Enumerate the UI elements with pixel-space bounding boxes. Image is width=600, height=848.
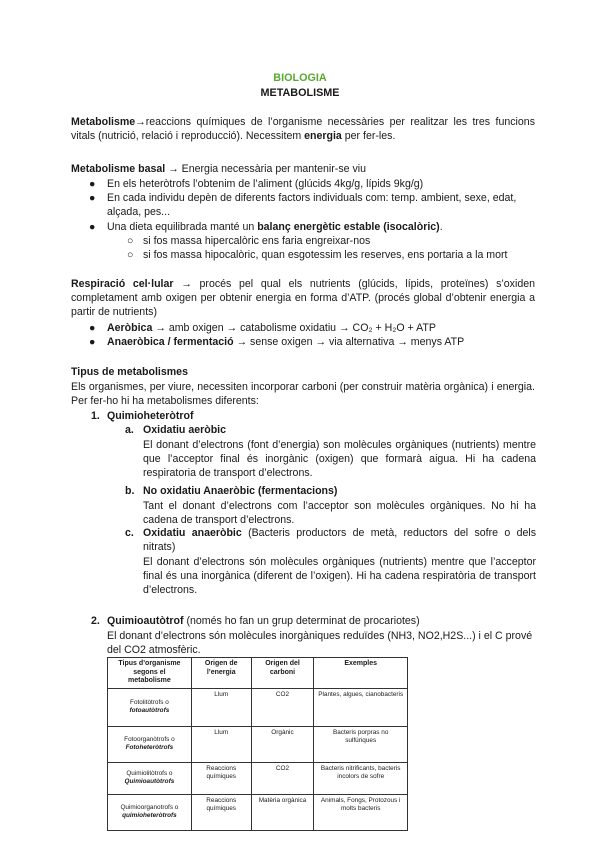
section-1-title-text: Quimioheteròtrof xyxy=(107,410,194,422)
basal-heading xyxy=(71,162,535,176)
item-b-letter: b. xyxy=(125,485,135,497)
anaerobica-text: → sense oxigen → via alternativa → menys ATP xyxy=(233,336,465,348)
table-header: Origen de l’energia xyxy=(191,658,251,689)
page-title: METABOLISME xyxy=(260,87,340,99)
table-header: Exemples xyxy=(314,658,408,689)
type-name: Fotoorganòtrofs o xyxy=(124,736,175,744)
table-row xyxy=(108,794,408,830)
basal-bullet-1: En els heteròtrofs l’obtenim de l’aliment (glúcids 4kg/g, lípids 9kg/g) xyxy=(107,178,424,190)
table-cell: Bacteris porpras no sulfúriques xyxy=(314,726,408,762)
type-name: Quimioorganotrofs o xyxy=(120,804,179,812)
table-row xyxy=(108,762,408,794)
section-2-text: El donant d’electrons són molècules inorgàniques reduïdes (NH3, NO2,H2S...) i el C prové del CO2 atmosfèric. xyxy=(107,630,533,656)
table-header: Origen del carboni xyxy=(251,658,314,689)
intro-arrow: → xyxy=(135,116,146,128)
basal-subbullet-2: si fos massa hipocalòric, quan esgotessim les reserves, ens portaria a la mort xyxy=(143,249,508,261)
type-name-italic: Fotoheteròtrofs xyxy=(125,744,174,752)
table-cell: Reaccions químiques xyxy=(191,762,251,794)
basal-bullet-3-text: Una dieta equilibrada manté un xyxy=(107,221,258,233)
intro-text-end: per fer-les. xyxy=(341,130,396,142)
tipus-intro: Els organismes, per viure, necessiten incorporar carboni (per construir matèria orgànica) i energia. Per fer-ho hi ha metabolismes diferents: xyxy=(71,381,535,407)
basal-subbullet-1: si fos massa hipercalòric ens faria engreixar-nos xyxy=(143,235,371,247)
table-cell: Llum xyxy=(191,688,251,726)
item-b-title-text: No oxidatiu Anaeròbic (fermentacions) xyxy=(143,485,338,497)
aerobica-term: Aeròbica xyxy=(107,322,153,334)
tipus-heading-text: Tipus de metabolismes xyxy=(71,366,188,378)
basal-bullet-2: En cada individu depèn de diferents factors individuals com: temp. ambient, sexe, edat, alçada, pes... xyxy=(107,192,517,218)
table-cell: Reaccions químiques xyxy=(191,794,251,830)
table-cell-type xyxy=(108,762,192,794)
table-row xyxy=(108,688,408,726)
item-a-letter: a. xyxy=(125,424,134,436)
bullet-icon: ● xyxy=(89,192,96,204)
anaerobica-term: Anaeròbica / fermentació xyxy=(107,336,234,348)
table-cell: CO2 xyxy=(251,762,314,794)
tipus-heading xyxy=(71,365,535,379)
section-2-title-text: Quimioautòtrof xyxy=(107,615,184,627)
respiracio-paragraph xyxy=(71,277,535,319)
basal-text: → Energia necessària per mantenir-se viu xyxy=(165,163,366,175)
bullet-icon: ● xyxy=(89,336,96,348)
subject-title: BIOLOGIA xyxy=(273,72,327,84)
table-cell: Matèria orgànica xyxy=(251,794,314,830)
sub-bullet-icon: ○ xyxy=(127,249,134,261)
table-cell-type xyxy=(108,726,192,762)
bullet-icon: ● xyxy=(89,221,96,233)
type-name-italic: fotoautòtrofs xyxy=(129,707,170,715)
intro-term: Metabolisme xyxy=(71,116,136,128)
respiracio-item-aerobica xyxy=(107,321,537,335)
section-2-title xyxy=(107,614,537,628)
table-cell-type xyxy=(108,794,192,830)
respiracio-item-anaerobica xyxy=(107,335,537,349)
item-b-text: Tant el donant d’electrons com l’acceptor son molècules orgàniques. No hi ha cadena de transport d’electrons. xyxy=(143,500,536,526)
sub-bullet-icon: ○ xyxy=(127,235,134,247)
basal-bullet-3-bold: balanç energètic estable (isocalòric) xyxy=(257,221,440,233)
table-cell: Llum xyxy=(191,726,251,762)
section-2-title-rest: (només ho fan un grup determinat de procariotes) xyxy=(183,615,420,627)
respiracio-term: Respiració cel·lular xyxy=(71,278,174,290)
item-a-text: El donant d’electrons (font d’energia) son molècules orgàniques (nutrients) mentre que l’acceptor final és inorgànic (oxigen) que formarà aigua. Hi ha cadena respiratoria de transport d’electrons. xyxy=(143,439,536,479)
table-header-row xyxy=(108,658,408,689)
table-cell: CO2 xyxy=(251,688,314,726)
item-b-title xyxy=(143,484,536,498)
item-a-title xyxy=(143,423,536,437)
table-header: Tipus d’organisme segons el metabolisme xyxy=(108,658,192,689)
bullet-icon: ● xyxy=(89,178,96,190)
item-c-letter: c. xyxy=(125,527,134,539)
intro-paragraph xyxy=(71,115,535,143)
table-cell: Bacteris nitrificants, bacteris incolors de sofre xyxy=(314,762,408,794)
basal-bullet-3-end: . xyxy=(439,221,443,233)
type-name-italic: quimioheteròtrofs xyxy=(122,812,177,820)
metabolism-table xyxy=(107,657,408,831)
bullet-icon: ● xyxy=(89,322,96,334)
section-1-number: 1. xyxy=(91,410,100,422)
item-a-title-text: Oxidatiu aeròbic xyxy=(143,424,227,436)
basal-term: Metabolisme basal xyxy=(71,163,166,175)
type-name: Fotolitòtrofs o xyxy=(130,699,169,707)
section-2-number: 2. xyxy=(91,615,100,627)
table-cell: Animals, Fongs, Protozous i molts bacteris xyxy=(314,794,408,830)
item-c-title-rest: (Bacteris productors de metà, reductors del sofre o dels nitrats) xyxy=(143,527,536,553)
basal-bullet-3 xyxy=(107,220,537,234)
item-c-title-text: Oxidatiu anaeròbic xyxy=(143,527,242,539)
intro-bold: energia xyxy=(304,130,342,142)
type-name: Quimiolitòtrofs o xyxy=(126,770,173,778)
table-cell-type xyxy=(108,688,192,726)
type-name-italic: Quimioautòtrofs xyxy=(124,778,175,786)
table-row xyxy=(108,726,408,762)
table-cell: Orgànic xyxy=(251,726,314,762)
respiracio-text: → procés pel qual els nutrients (glúcids, lípids, proteïnes) s’oxiden completament amb oxigen per obtenir energia en forma d’ATP. (procés global d’obtenir energia a partir de nutrients) xyxy=(71,278,535,318)
item-c-title xyxy=(143,526,536,554)
intro-text: reaccions químiques de l’organisme necessàries per realitzar les tres funcions vitals (nutrició, relació i reproducció). Necessitem xyxy=(71,116,535,142)
table-cell: Plantes, algues, cianobacteris xyxy=(314,688,408,726)
section-1-title xyxy=(107,409,537,423)
item-c-text: El donant d’electrons són molècules orgàniques (nutrients) mentre que l’acceptor final és una inorgànica (diferent de l’oxigen). Hi ha cadena respiratòria de transport d’electrons. xyxy=(143,556,536,596)
aerobica-text: → amb oxigen → catabolisme oxidatiu → CO₂ + H₂O + ATP xyxy=(152,322,436,334)
